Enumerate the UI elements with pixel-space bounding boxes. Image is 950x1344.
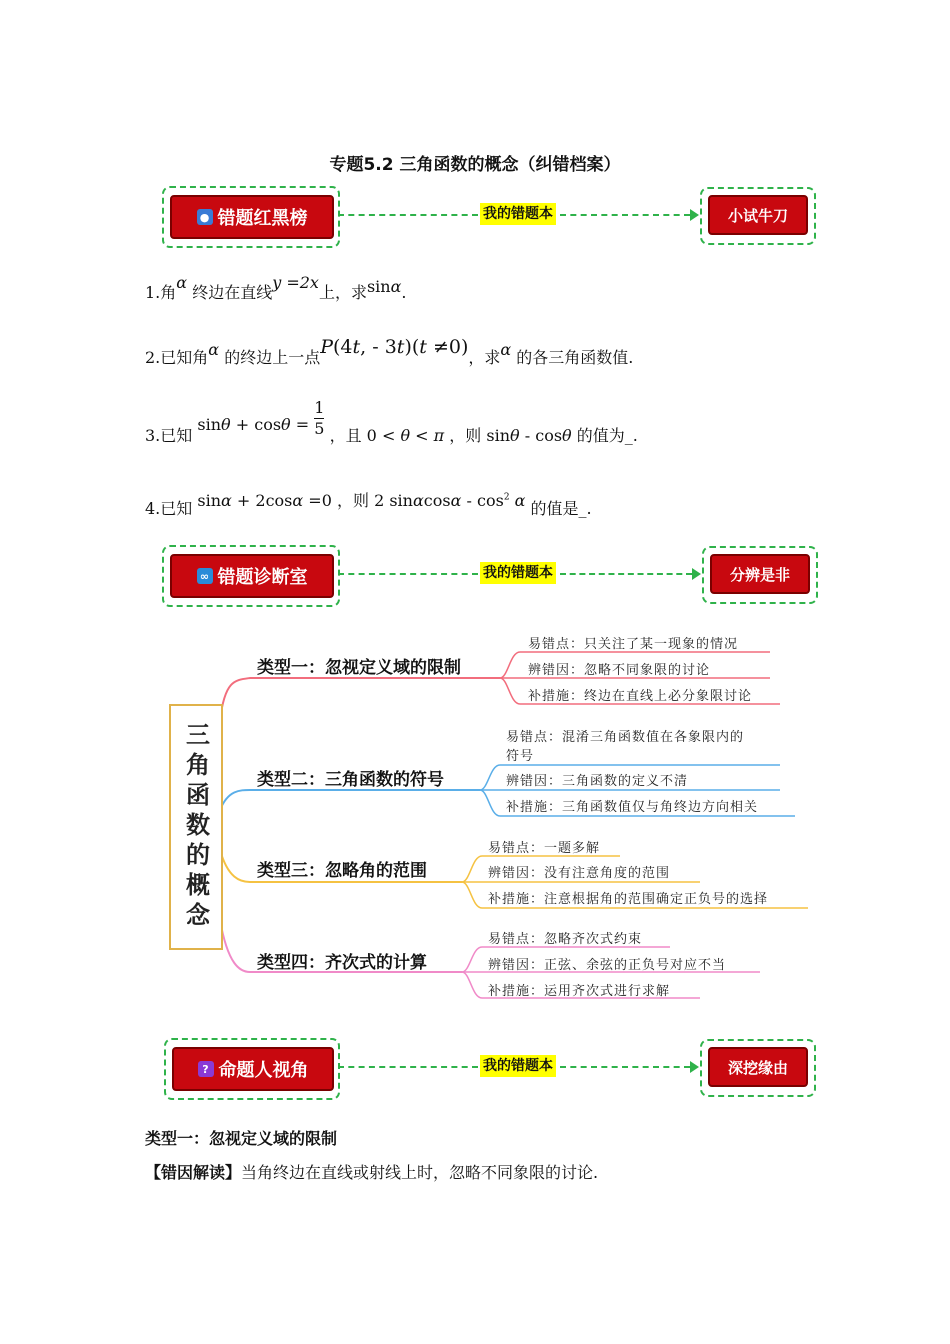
- section-heading: 类型一：忽视定义域的限制: [145, 1129, 338, 1148]
- my-mistake-book-label: 我的错题本: [480, 1055, 556, 1077]
- mindmap-leaf: 辨错因：三角函数的定义不清: [506, 774, 689, 789]
- dashed-line: [338, 573, 478, 575]
- arrow-right-icon: [690, 209, 699, 221]
- mindmap-leaf: 易错点：只关注了某一现象的情况: [528, 637, 739, 652]
- question-1: 1.角α 终边在直线y =2x上，求sinα.: [145, 273, 407, 302]
- mindmap-leaf: 补措施：注意根据角的范围确定正负号的选择: [488, 892, 769, 907]
- mindmap-leaf: 辨错因：没有注意角度的范围: [488, 866, 671, 881]
- dashed-line: [560, 214, 690, 216]
- question-3: 3.已知 sinθ + cosθ = $\frac{1}{5}$ ，且 0 < θ < π ，则 sinθ - cosθ 的值为_.: [145, 398, 638, 445]
- mindmap-connectors: [0, 620, 950, 1020]
- arrow-right-icon: [692, 568, 701, 580]
- dashed-line: [560, 1066, 690, 1068]
- my-mistake-book-label: 我的错题本: [480, 562, 556, 584]
- page-title: 专题5.2 三角函数的概念（纠错档案）: [329, 155, 621, 175]
- error-analysis: 【错因解读】当角终边在直线或射线上时，忽略不同象限的讨论.: [145, 1163, 599, 1182]
- mindmap-leaf: 易错点：忽略齐次式约束: [488, 932, 643, 947]
- red-black-list-button[interactable]: ● 错题红黑榜: [170, 195, 334, 239]
- mindmap-branch-1: 类型一：忽视定义域的限制: [257, 658, 461, 678]
- dig-reason-button[interactable]: 深挖缘由: [708, 1047, 808, 1087]
- question-2: 2.已知角α 的终边上一点P(4t, - 3t)(t ≠0)，求α 的各三角函数值.: [145, 336, 634, 367]
- mindmap-leaf: 补措施：三角函数值仅与角终边方向相关: [506, 800, 759, 815]
- banner-diagnosis-room: [160, 544, 816, 606]
- mindmap-leaf: 补措施：终边在直线上必分象限讨论: [528, 689, 753, 704]
- mindmap-branch-2: 类型二：三角函数的符号: [257, 770, 444, 790]
- setter-view-button[interactable]: ? 命题人视角: [172, 1047, 334, 1091]
- user-icon: ●: [197, 209, 213, 225]
- practice-button[interactable]: 小试牛刀: [708, 195, 808, 235]
- arrow-right-icon: [690, 1061, 699, 1073]
- mindmap-leaf: 补措施：运用齐次式进行求解: [488, 984, 671, 999]
- mindmap-branch-4: 类型四：齐次式的计算: [257, 953, 427, 973]
- mindmap-branch-3: 类型三：忽略角的范围: [257, 861, 427, 881]
- dashed-line: [338, 1066, 478, 1068]
- mindmap-leaf: 辨错因：忽略不同象限的讨论: [528, 663, 711, 678]
- dashed-line: [338, 214, 478, 216]
- mindmap-leaf: 易错点：一题多解: [488, 841, 601, 856]
- dashed-line: [560, 573, 692, 575]
- mindmap-leaf: 易错点：混淆三角函数值在各象限内的: [506, 730, 745, 745]
- my-mistake-book-label: 我的错题本: [480, 203, 556, 225]
- mindmap-leaf: 辨错因：正弦、余弦的正负号对应不当: [488, 958, 727, 973]
- mindmap-root: 三角函数的概念: [169, 704, 223, 950]
- diagnosis-room-button[interactable]: ∞ 错题诊断室: [170, 554, 334, 598]
- question-icon: ?: [198, 1061, 214, 1077]
- banner-red-black-list: [160, 185, 816, 247]
- question-4: 4.已知 sinα + 2cosα =0 ，则 2 sinαcosα - $\cos^2 \alpha$ 的值是_.: [145, 491, 592, 518]
- link-icon: ∞: [197, 568, 213, 584]
- distinguish-button[interactable]: 分辨是非: [710, 554, 810, 594]
- mindmap-leaf: 符号: [506, 749, 535, 764]
- banner-setter-view: [160, 1037, 816, 1099]
